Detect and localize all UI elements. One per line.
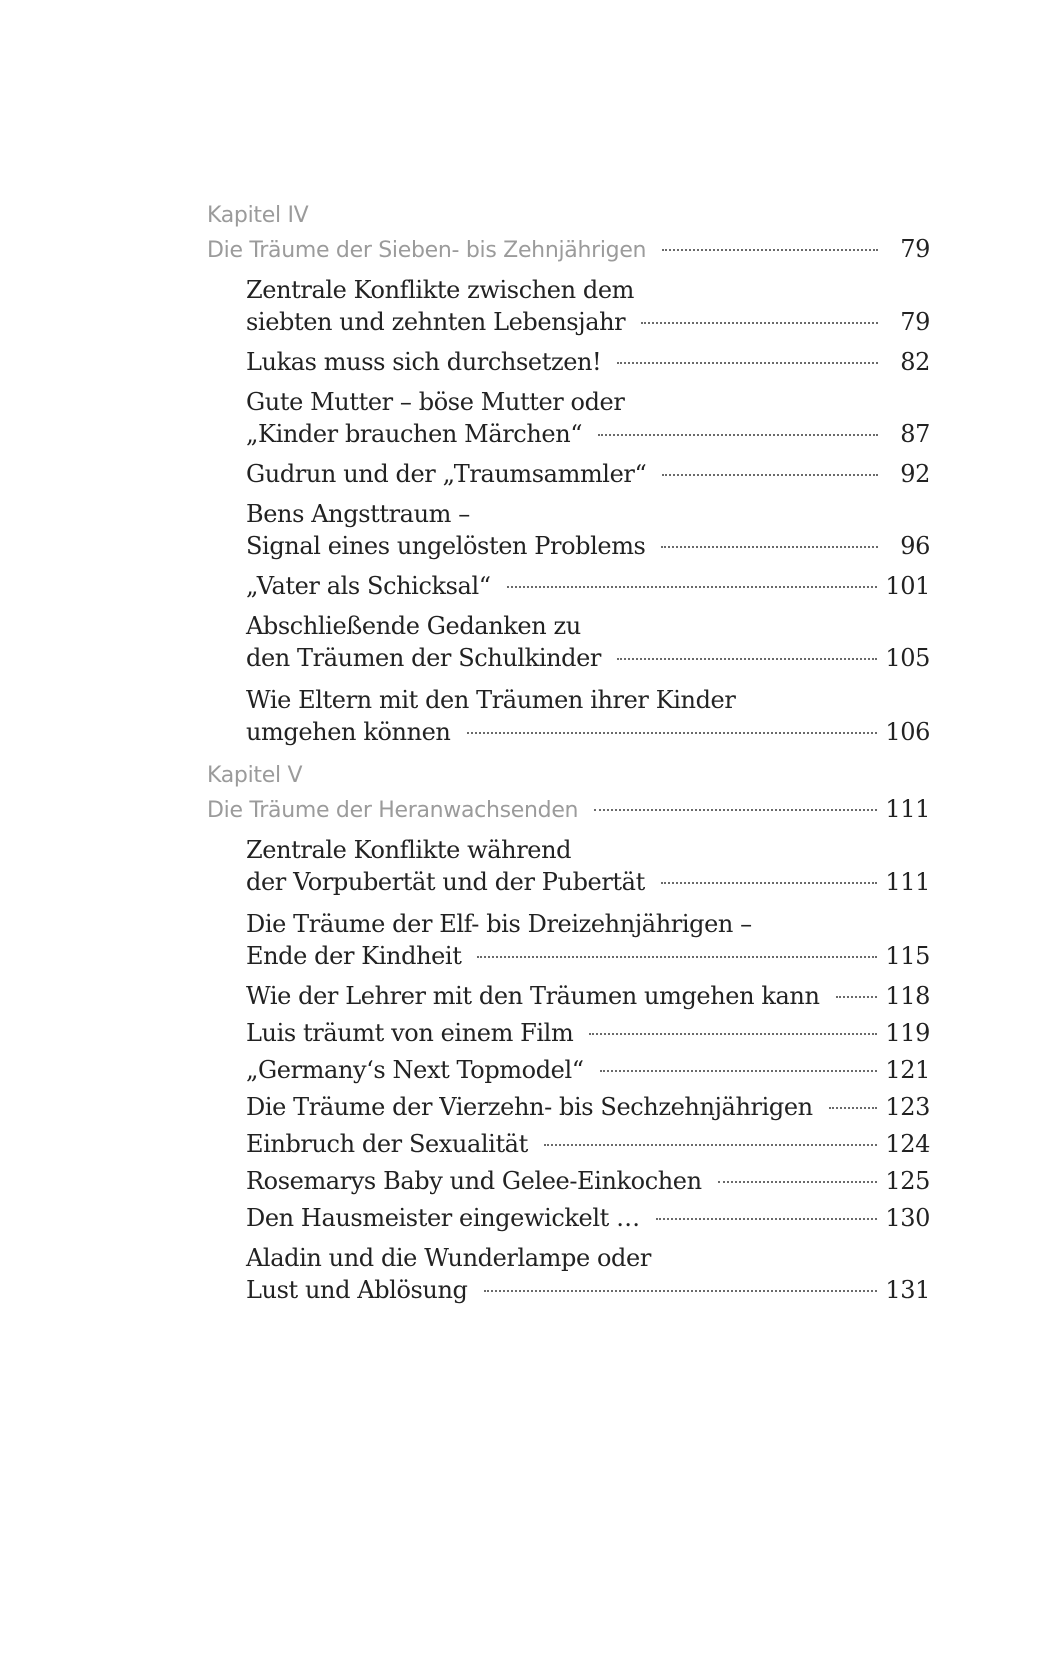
dot-leader bbox=[617, 658, 877, 660]
entry-title-line1: Aladin und die Wunderlampe oder bbox=[246, 1244, 651, 1272]
toc-entry bbox=[246, 498, 930, 562]
toc-entry bbox=[246, 1054, 930, 1086]
page-number: 92 bbox=[900, 460, 930, 488]
page-number: 130 bbox=[885, 1204, 930, 1232]
dot-leader bbox=[829, 1107, 878, 1109]
entry-title-line2: „Kinder brauchen Märchen“ bbox=[246, 420, 583, 448]
entry-title: Rosemarys Baby und Gelee-Einkochen bbox=[246, 1167, 702, 1195]
toc-entry bbox=[246, 1128, 930, 1160]
chapter-label: Kapitel V bbox=[207, 763, 303, 788]
entry-last-line bbox=[246, 716, 930, 748]
page-number: 119 bbox=[885, 1019, 930, 1047]
entry-title-line2: Lust und Ablösung bbox=[246, 1276, 468, 1304]
entry-title-line1: Gute Mutter – böse Mutter oder bbox=[246, 388, 625, 416]
entry-last-line bbox=[246, 346, 930, 378]
page-number: 124 bbox=[885, 1130, 930, 1158]
entry-last-line bbox=[246, 866, 930, 898]
dot-leader bbox=[484, 1290, 878, 1292]
entry-last-line bbox=[246, 1091, 930, 1123]
entry-last-line bbox=[246, 1054, 930, 1086]
entry-title: Lukas muss sich durchsetzen! bbox=[246, 348, 602, 376]
dot-leader bbox=[477, 956, 877, 958]
chapter-title: Die Träume der Heranwachsenden bbox=[207, 798, 579, 823]
chapter-heading bbox=[207, 760, 930, 826]
entry-last-line bbox=[246, 530, 930, 562]
page-number: 101 bbox=[885, 572, 930, 600]
entry-title-line1: Zentrale Konflikte zwischen dem bbox=[246, 276, 635, 304]
dot-leader bbox=[589, 1033, 877, 1035]
toc-entry bbox=[246, 1091, 930, 1123]
dot-leader bbox=[661, 882, 878, 884]
entry-last-line bbox=[246, 1274, 930, 1306]
entry-title-line2: den Träumen der Schulkinder bbox=[246, 644, 602, 672]
entry-last-line bbox=[246, 1202, 930, 1234]
toc-entry bbox=[246, 684, 930, 748]
toc-entry bbox=[246, 980, 930, 1012]
entry-last-line bbox=[246, 980, 930, 1012]
page-number: 125 bbox=[885, 1167, 930, 1195]
page-number: 111 bbox=[885, 868, 930, 896]
page-number: 96 bbox=[900, 532, 930, 560]
entry-title: Einbruch der Sexualität bbox=[246, 1130, 528, 1158]
entry-title: Den Hausmeister eingewickelt … bbox=[246, 1204, 640, 1232]
toc-entry bbox=[246, 1202, 930, 1234]
dot-leader bbox=[507, 586, 878, 588]
entry-title-line2: Ende der Kindheit bbox=[246, 942, 462, 970]
entry-title: Die Träume der Vierzehn- bis Sechzehnjährigen bbox=[246, 1093, 813, 1121]
entry-title-line1: Bens Angsttraum – bbox=[246, 500, 470, 528]
entry-title-line2: umgehen können bbox=[246, 718, 451, 746]
page-number: 111 bbox=[885, 795, 930, 823]
chapter-title-line bbox=[207, 232, 930, 266]
entry-last-line bbox=[246, 418, 930, 450]
entry-last-line bbox=[246, 1165, 930, 1197]
toc-entry bbox=[246, 1242, 930, 1306]
toc-entry bbox=[246, 610, 930, 674]
toc-entry bbox=[246, 346, 930, 378]
entry-last-line bbox=[246, 1128, 930, 1160]
dot-leader bbox=[594, 809, 877, 811]
dot-leader bbox=[598, 434, 878, 436]
dot-leader bbox=[662, 474, 878, 476]
dot-leader bbox=[641, 322, 878, 324]
dot-leader bbox=[656, 1218, 878, 1220]
dot-leader bbox=[617, 362, 878, 364]
entry-last-line bbox=[246, 458, 930, 490]
dot-leader bbox=[467, 732, 878, 734]
page-number: 131 bbox=[885, 1276, 930, 1304]
toc-entry bbox=[246, 570, 930, 602]
entry-title-line1: Die Träume der Elf- bis Dreizehnjährigen – bbox=[246, 910, 752, 938]
entry-last-line bbox=[246, 940, 930, 972]
page-number: 118 bbox=[885, 982, 930, 1010]
entry-last-line bbox=[246, 570, 930, 602]
toc-entry bbox=[246, 1165, 930, 1197]
toc-entry bbox=[246, 274, 930, 338]
entry-title-line1: Zentrale Konflikte während bbox=[246, 836, 572, 864]
dot-leader bbox=[661, 546, 878, 548]
entry-title: „Germany‘s Next Topmodel“ bbox=[246, 1056, 584, 1084]
entry-title-line1: Abschließende Gedanken zu bbox=[246, 612, 581, 640]
toc-entry bbox=[246, 834, 930, 898]
page-number: 87 bbox=[900, 420, 930, 448]
toc-entry bbox=[246, 386, 930, 450]
chapter-title-line bbox=[207, 792, 930, 826]
page-number: 106 bbox=[885, 718, 930, 746]
dot-leader bbox=[662, 249, 878, 251]
entry-title: Gudrun und der „Traumsammler“ bbox=[246, 460, 647, 488]
chapter-heading bbox=[207, 200, 930, 266]
chapter-title: Die Träume der Sieben- bis Zehnjährigen bbox=[207, 238, 647, 263]
dot-leader bbox=[544, 1144, 878, 1146]
toc-entry bbox=[246, 1017, 930, 1049]
page-number: 105 bbox=[885, 644, 930, 672]
page-number: 123 bbox=[885, 1093, 930, 1121]
entry-title-line2: siebten und zehnten Lebensjahr bbox=[246, 308, 626, 336]
entry-last-line bbox=[246, 306, 930, 338]
entry-title: „Vater als Schicksal“ bbox=[246, 572, 491, 600]
page-number: 121 bbox=[885, 1056, 930, 1084]
dot-leader bbox=[718, 1181, 878, 1183]
page-number: 79 bbox=[900, 235, 930, 263]
table-of-contents bbox=[207, 200, 930, 1306]
dot-leader bbox=[600, 1070, 878, 1072]
page-number: 115 bbox=[885, 942, 930, 970]
page-number: 79 bbox=[900, 308, 930, 336]
entry-last-line bbox=[246, 1017, 930, 1049]
entry-title-line2: Signal eines ungelösten Problems bbox=[246, 532, 646, 560]
dot-leader bbox=[836, 996, 878, 998]
entry-title: Luis träumt von einem Film bbox=[246, 1019, 574, 1047]
toc-entry bbox=[246, 458, 930, 490]
entry-title-line2: der Vorpubertät und der Pubertät bbox=[246, 868, 645, 896]
page-number: 82 bbox=[900, 348, 930, 376]
entry-title-line1: Wie Eltern mit den Träumen ihrer Kinder bbox=[246, 686, 736, 714]
chapter-label: Kapitel IV bbox=[207, 203, 309, 228]
entry-title: Wie der Lehrer mit den Träumen umgehen kann bbox=[246, 982, 820, 1010]
toc-entry bbox=[246, 908, 930, 972]
entry-last-line bbox=[246, 642, 930, 674]
